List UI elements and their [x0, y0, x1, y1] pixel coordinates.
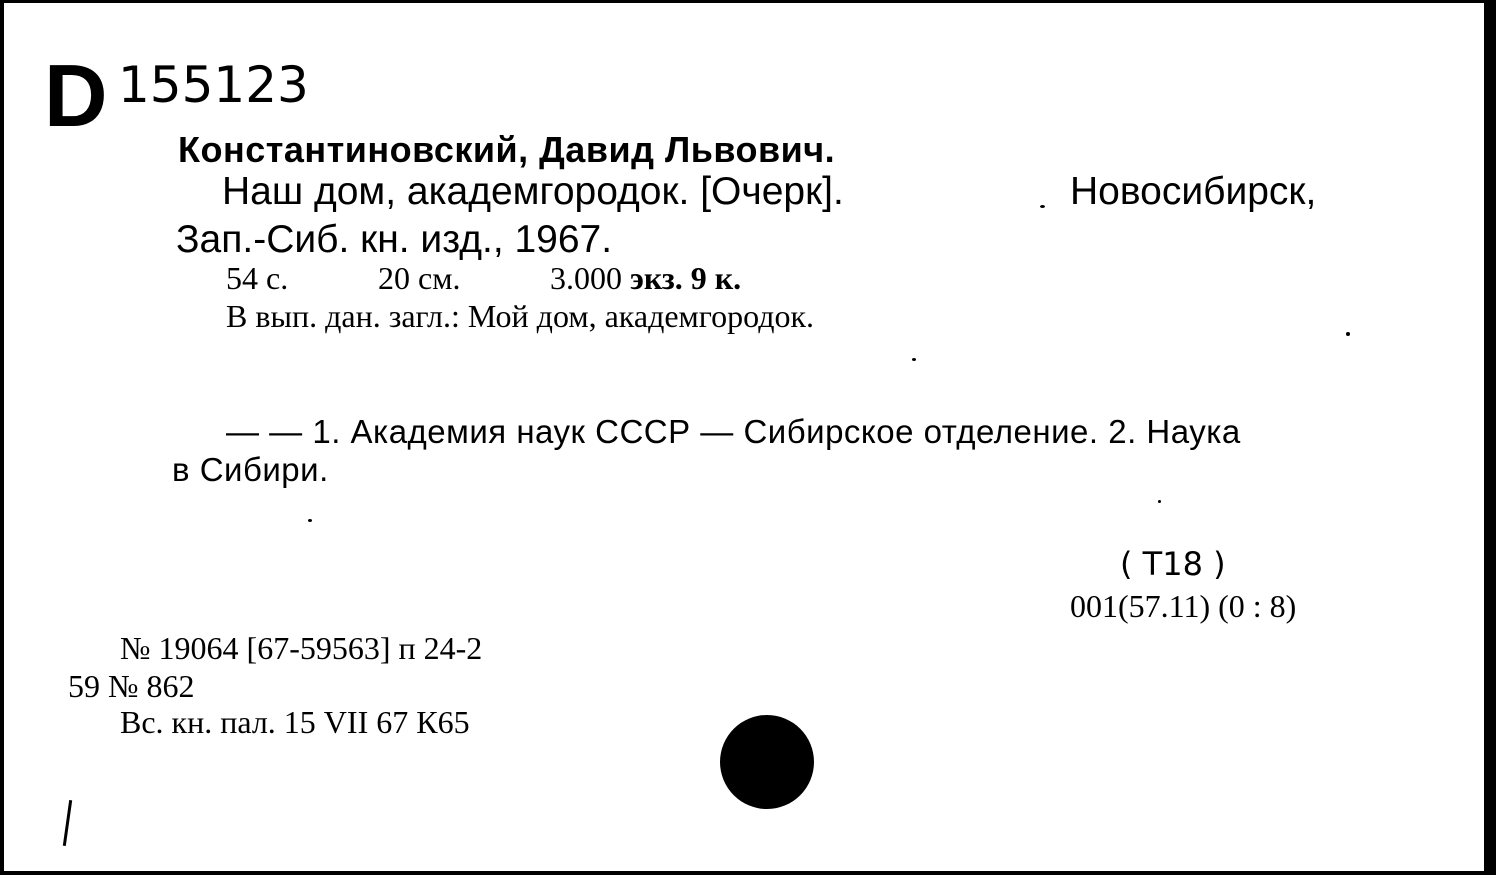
subject-headings-line-1: — — 1. Академия наук СССР — Сибирское отделение. 2. Наука: [226, 413, 1241, 450]
ink-speck: [1040, 205, 1045, 208]
ink-speck: [912, 358, 916, 361]
price: экз. 9 к.: [630, 260, 742, 296]
handwritten-classification: ( T18 ): [1120, 545, 1226, 583]
card-number-line: 59 № 862: [68, 668, 195, 704]
print-run: 3.000: [550, 260, 622, 296]
page-extent: 54 с.: [226, 260, 289, 296]
card-bottom-edge: [0, 871, 1496, 875]
book-size: 20 см.: [378, 260, 461, 296]
print-run-price: [550, 262, 741, 294]
title-statement: Наш дом, академгородок. [Очерк].: [222, 170, 844, 213]
ink-speck: [1158, 500, 1161, 503]
punch-hole: [720, 715, 814, 809]
card-left-edge: [0, 0, 4, 875]
chamber-date-line: Вс. кн. пал. 15 VII 67 К65: [120, 704, 470, 740]
udc-index: 001(57.11) (0 : 8): [1070, 588, 1297, 624]
publication-place: Новосибирск,: [1070, 170, 1317, 213]
author-heading: Константиновский, Давид Львович.: [178, 129, 836, 170]
publisher-statement: Зап.-Сиб. кн. изд., 1967.: [176, 218, 613, 261]
handwritten-tick-mark: [63, 800, 72, 846]
title-note: В вып. дан. загл.: Мой дом, академгородок.: [226, 298, 815, 334]
shelf-mark-letter: D: [44, 46, 108, 145]
order-number-line: № 19064 [67-59563] п 24-2: [120, 630, 483, 666]
shelf-mark-number: 155123: [118, 56, 309, 114]
card-right-edge: [1484, 0, 1496, 875]
subject-headings-line-2: в Сибири.: [172, 451, 329, 488]
card-top-edge: [0, 0, 1496, 3]
ink-speck: [1346, 332, 1350, 336]
ink-speck: [308, 519, 312, 522]
